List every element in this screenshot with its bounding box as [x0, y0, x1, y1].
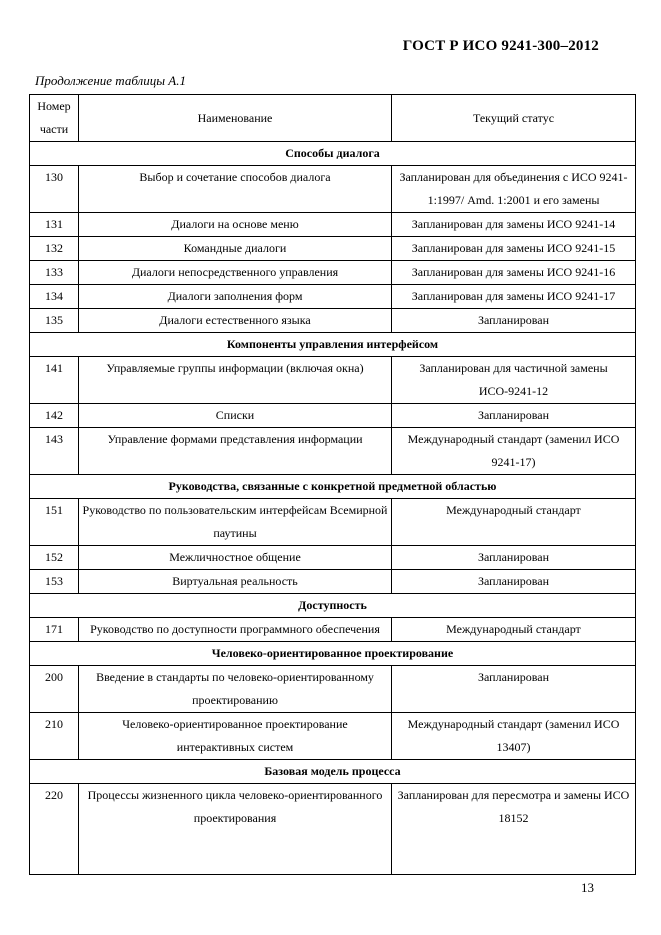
- name-cell: Введение в стандарты по человеко-ориентированному проектированию: [79, 666, 392, 713]
- table-row: [30, 713, 636, 760]
- section-title: Руководства, связанные с конкретной предметной областью: [30, 475, 636, 499]
- name-cell: Диалоги непосредственного управления: [79, 261, 392, 285]
- section-title: Способы диалога: [30, 142, 636, 166]
- part-number-cell: 151: [30, 499, 79, 546]
- part-number-cell: 130: [30, 166, 79, 213]
- status-cell: Запланирован для замены ИСО 9241-15: [392, 237, 636, 261]
- part-number-cell: 131: [30, 213, 79, 237]
- table-header-row: [30, 95, 636, 142]
- status-cell: Запланирован для замены ИСО 9241-16: [392, 261, 636, 285]
- section-row: [30, 475, 636, 499]
- table-row: [30, 237, 636, 261]
- section-row: [30, 594, 636, 618]
- part-number-cell: 171: [30, 618, 79, 642]
- table-row: [30, 428, 636, 475]
- table-row: [30, 404, 636, 428]
- section-title: Базовая модель процесса: [30, 760, 636, 784]
- status-cell: Запланирован: [392, 404, 636, 428]
- name-cell: Межличностное общение: [79, 546, 392, 570]
- name-cell: Диалоги заполнения форм: [79, 285, 392, 309]
- header-part-number: Номер части: [30, 95, 79, 142]
- table-caption: Продолжение таблицы А.1: [35, 73, 186, 88]
- status-cell: Международный стандарт (заменил ИСО 9241-17): [392, 428, 636, 475]
- status-cell: Международный стандарт (заменил ИСО 13407): [392, 713, 636, 760]
- status-cell: Запланирован для замены ИСО 9241-17: [392, 285, 636, 309]
- table-row: [30, 261, 636, 285]
- name-cell: Диалоги на основе меню: [79, 213, 392, 237]
- table-row: [30, 166, 636, 213]
- name-cell: Выбор и сочетание способов диалога: [79, 166, 392, 213]
- table-row: [30, 546, 636, 570]
- status-cell: Запланирован для пересмотра и замены ИСО 18152: [392, 784, 636, 875]
- table-row: [30, 285, 636, 309]
- part-number-cell: 200: [30, 666, 79, 713]
- status-cell: Запланирован: [392, 546, 636, 570]
- section-row: [30, 333, 636, 357]
- name-cell: Командные диалоги: [79, 237, 392, 261]
- table-row: [30, 213, 636, 237]
- document-header: ГОСТ Р ИСО 9241-300–2012: [402, 38, 599, 54]
- part-number-cell: 152: [30, 546, 79, 570]
- table-row: [30, 570, 636, 594]
- table-row: [30, 618, 636, 642]
- part-number-cell: 135: [30, 309, 79, 333]
- status-cell: Запланирован для замены ИСО 9241-14: [392, 213, 636, 237]
- part-number-cell: 133: [30, 261, 79, 285]
- status-cell: Международный стандарт: [392, 499, 636, 546]
- part-number-cell: 132: [30, 237, 79, 261]
- standards-table: [29, 94, 636, 875]
- table-row: [30, 357, 636, 404]
- part-number-cell: 142: [30, 404, 79, 428]
- status-cell: Запланирован: [392, 309, 636, 333]
- name-cell: Руководство по пользовательским интерфейсам Всемирной паутины: [79, 499, 392, 546]
- section-row: [30, 760, 636, 784]
- name-cell: Списки: [79, 404, 392, 428]
- table-row: [30, 499, 636, 546]
- status-cell: Запланирован: [392, 570, 636, 594]
- section-title: Человеко-ориентированное проектирование: [30, 642, 636, 666]
- table-row: [30, 784, 636, 875]
- section-title: Компоненты управления интерфейсом: [30, 333, 636, 357]
- status-cell: Запланирован для объединения с ИСО 9241-1:1997/ Amd. 1:2001 и его замены: [392, 166, 636, 213]
- page-number: 13: [581, 880, 594, 895]
- header-name: Наименование: [79, 95, 392, 142]
- name-cell: Процессы жизненного цикла человеко-ориентированного проектирования: [79, 784, 392, 875]
- part-number-cell: 143: [30, 428, 79, 475]
- table-row: [30, 666, 636, 713]
- part-number-cell: 220: [30, 784, 79, 875]
- part-number-cell: 134: [30, 285, 79, 309]
- section-row: [30, 642, 636, 666]
- table-row: [30, 309, 636, 333]
- part-number-cell: 153: [30, 570, 79, 594]
- section-title: Доступность: [30, 594, 636, 618]
- section-row: [30, 142, 636, 166]
- status-cell: Международный стандарт: [392, 618, 636, 642]
- name-cell: Виртуальная реальность: [79, 570, 392, 594]
- status-cell: Запланирован: [392, 666, 636, 713]
- name-cell: Диалоги естественного языка: [79, 309, 392, 333]
- status-cell: Запланирован для частичной замены ИСО-9241-12: [392, 357, 636, 404]
- part-number-cell: 210: [30, 713, 79, 760]
- name-cell: Управляемые группы информации (включая окна): [79, 357, 392, 404]
- name-cell: Руководство по доступности программного обеспечения: [79, 618, 392, 642]
- name-cell: Управление формами представления информации: [79, 428, 392, 475]
- name-cell: Человеко-ориентированное проектирование интерактивных систем: [79, 713, 392, 760]
- header-status: Текущий статус: [392, 95, 636, 142]
- part-number-cell: 141: [30, 357, 79, 404]
